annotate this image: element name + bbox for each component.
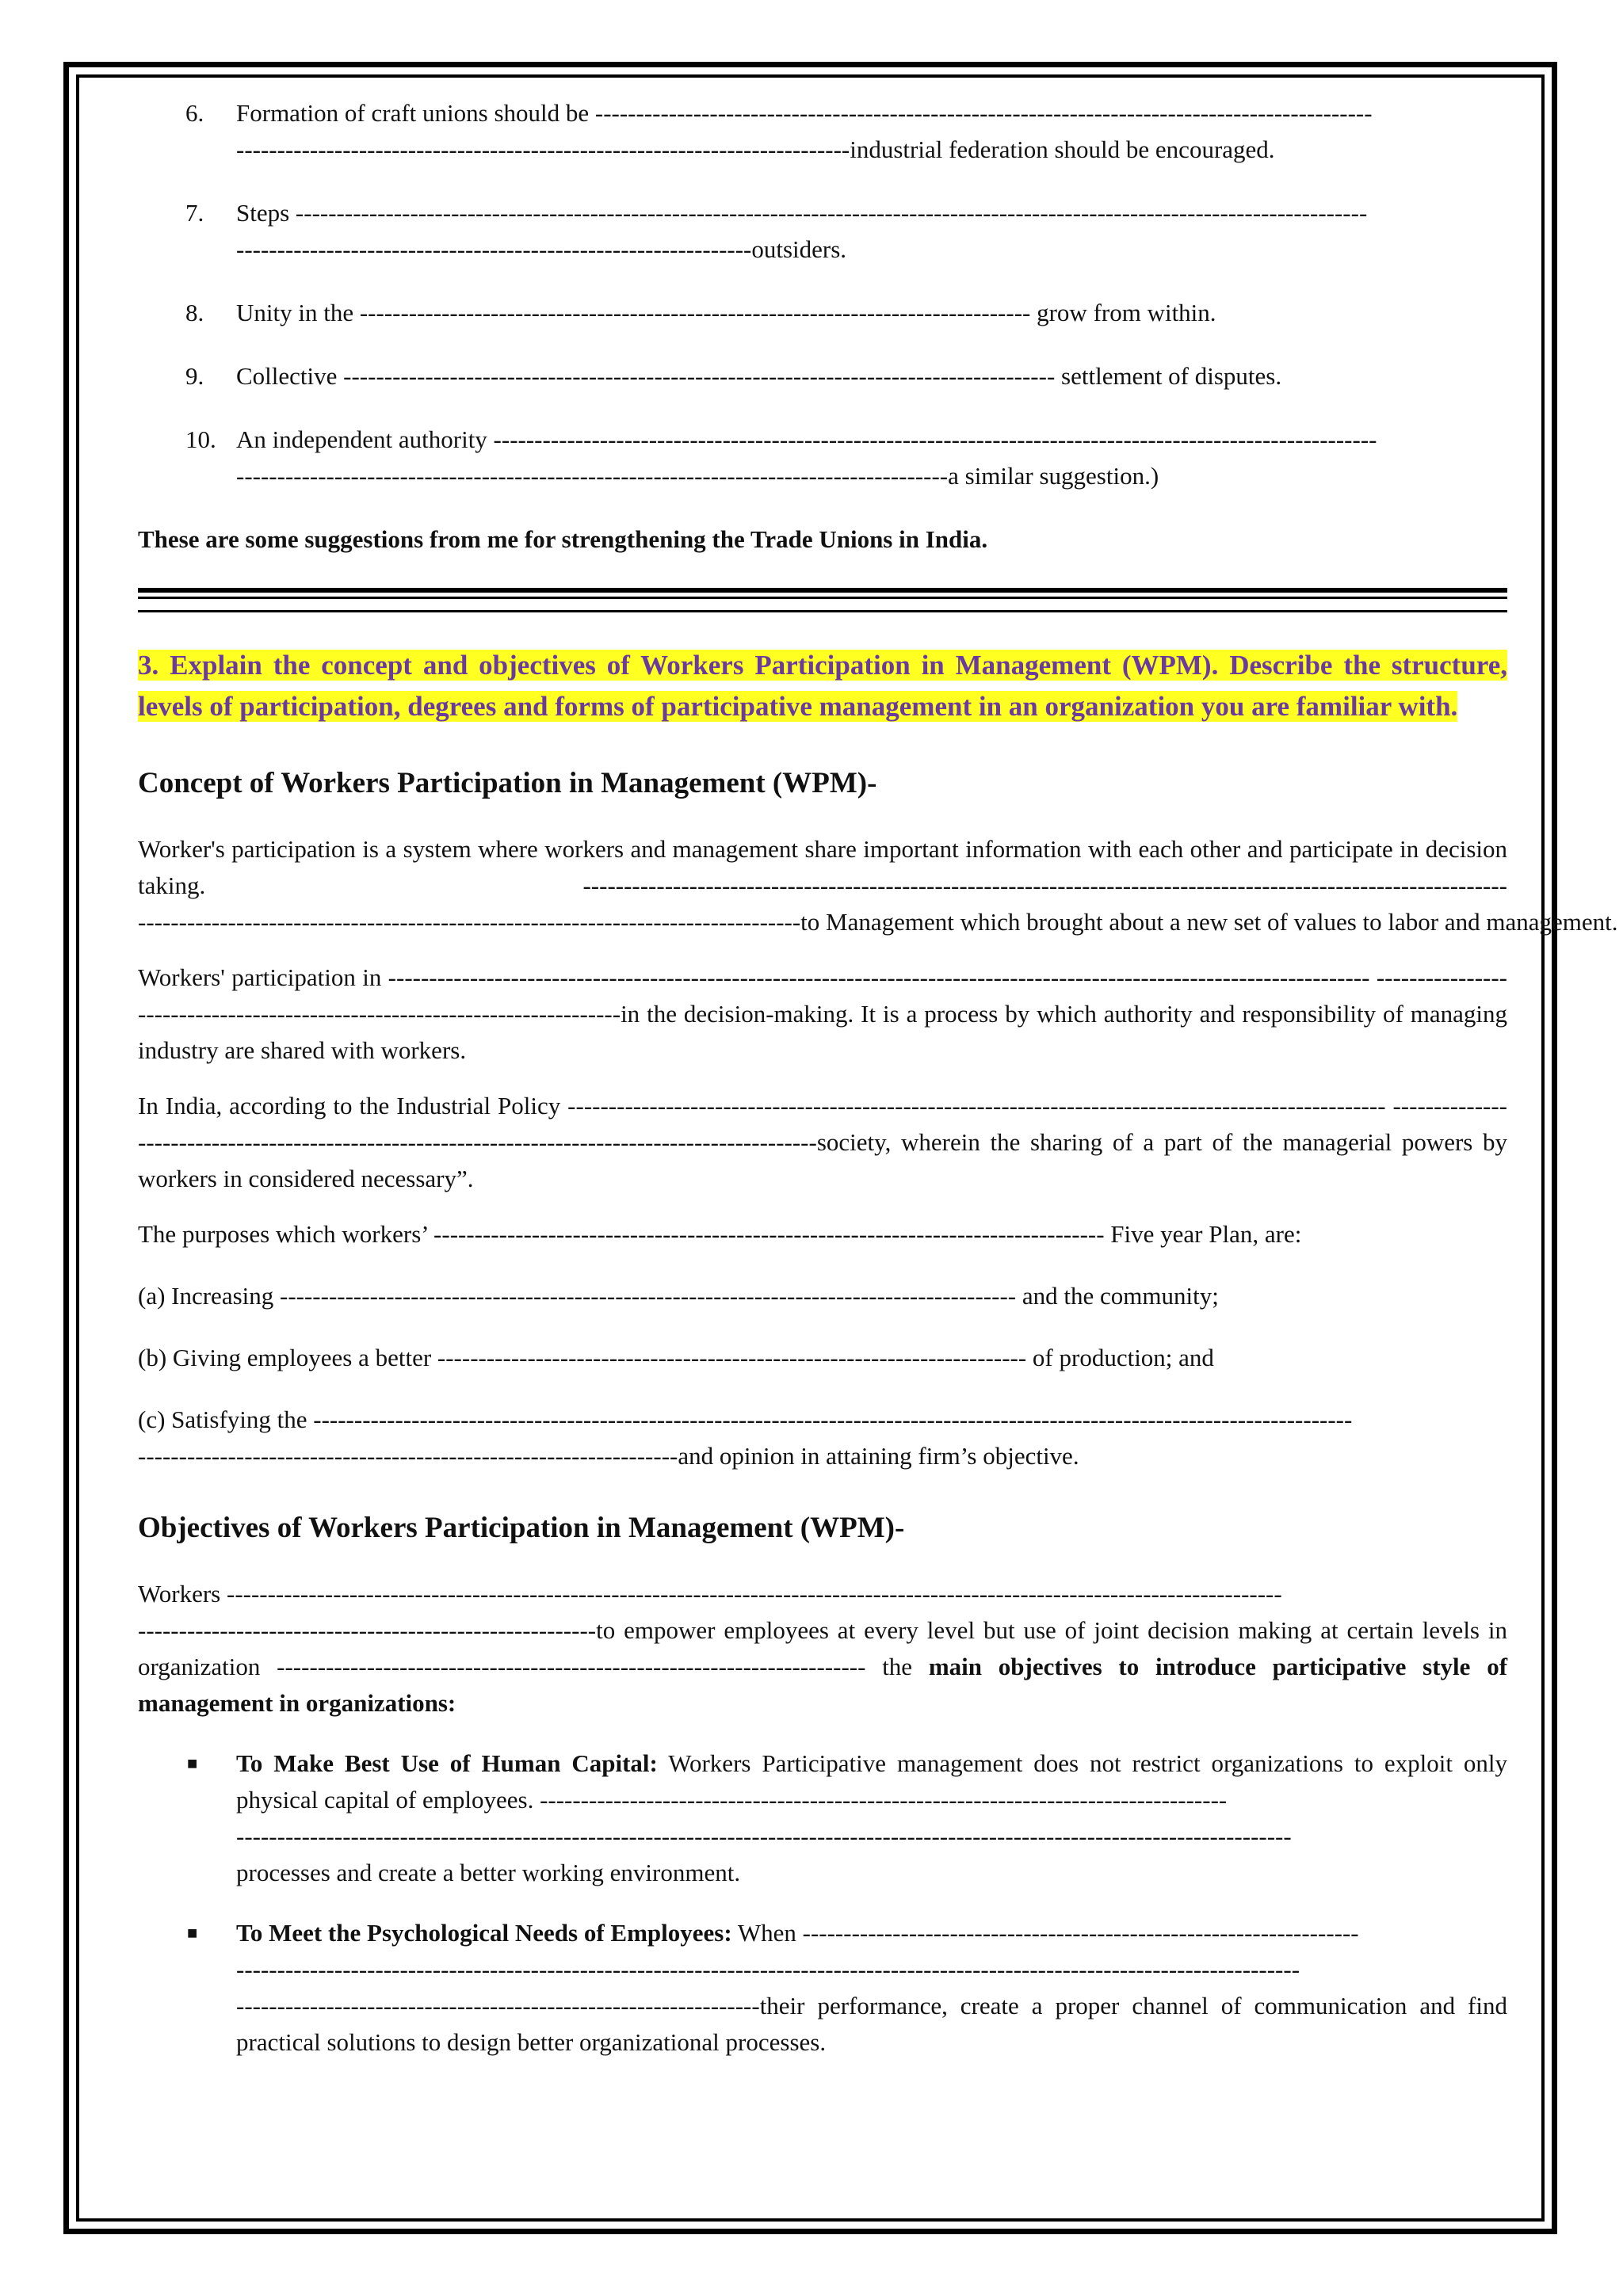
bullet-item: [138, 1915, 1507, 2061]
bullet-text-end: processes and create a better working environment.: [236, 1859, 741, 1886]
list-item: [138, 195, 1507, 268]
bullet-text-continued: ----------------------------------------------------------------------------------------------------------------------------------: [236, 1955, 1300, 1983]
list-text-continued: ---------------------------------------------------------------------------industrial federation should be encouraged.: [236, 135, 1275, 163]
purpose-item-c-continued: ------------------------------------------------------------------and opinion in attaining firm’s objective.: [138, 1442, 1079, 1470]
purposes-paragraph: The purposes which workers’ ---------------------------------------------------------------------------------- Five year Plan, are:: [138, 1220, 1302, 1248]
list-number: 8.: [185, 299, 204, 326]
concept-text-continued: ---------------------------------------------------------------------------------to Management which brought about a new set of values to labor and management.: [138, 908, 1618, 936]
concept-text-continued: -------------------------------------------------------------------------------------------------society, wherein the sharing of a part of the managerial powers by workers in considered necessary”.: [138, 1092, 1508, 1192]
bullet-title: To Meet the Psychological Needs of Employees:: [236, 1919, 732, 1947]
list-text-continued: ---------------------------------------------------------------outsiders.: [236, 235, 847, 263]
section-divider: [138, 588, 1507, 612]
list-number: 7.: [185, 199, 204, 227]
list-item: [138, 358, 1507, 395]
question-heading: 3. Explain the concept and objectives of Workers Participation in Management (WPM). Describe the structure, levels of participation, degrees and forms of participative management in an organization you are familiar with.: [138, 650, 1507, 722]
list-text: Formation of craft unions should be -----------------------------------------------------------------------------------------------: [236, 99, 1373, 127]
purpose-item-c: [138, 1402, 1507, 1474]
concept-heading: Concept of Workers Participation in Management (WPM)-: [138, 767, 877, 799]
square-bullet-icon: ■: [187, 1753, 198, 1773]
bullet-text-end: ----------------------------------------------------------------their performance, create a proper channel of communication and find practical solutions to design better organizational processes.: [236, 1992, 1507, 2056]
list-item: [138, 421, 1507, 494]
list-text: Unity in the ---------------------------------------------------------------------------------- grow from within.: [236, 299, 1216, 326]
concept-paragraph: [138, 1088, 1507, 1197]
square-bullet-icon: ■: [187, 1923, 198, 1943]
list-text-continued: ---------------------------------------------------------------------------------------a similar suggestion.): [236, 462, 1159, 490]
concept-paragraph: [138, 959, 1507, 1069]
concept-text: Workers' participation in ------------------------------------------------------------------------------------------------------------------------: [138, 963, 1370, 991]
list-number: 9.: [185, 362, 204, 390]
objectives-paragraph: [138, 1576, 1507, 1722]
bullet-text-continued: ---------------------------------------------------------------------------------------------------------------------------------: [236, 1822, 1292, 1850]
bullet-item: [138, 1745, 1507, 1891]
concept-text-continued: ---------------------------------------------------------------------------in the decision-making. It is a process by which authority and responsibility of managing industry are shared with workers.: [138, 963, 1507, 1064]
purpose-item-a: (a) Increasing ------------------------------------------------------------------------------------------ and the community;: [138, 1282, 1219, 1310]
objectives-text-bold: main objectives to introduce participative style of management in organizations:: [138, 1653, 1508, 1717]
question-block: [138, 647, 1507, 730]
purpose-item-b: (b) Giving employees a better ------------------------------------------------------------------------ of production; and: [138, 1344, 1214, 1371]
list-number: 6.: [185, 99, 204, 127]
list-text: An independent authority ------------------------------------------------------------------------------------------------------------: [236, 425, 1377, 453]
concept-paragraph: [138, 831, 1618, 940]
objectives-text: Workers ---------------------------------------------------------------------------------------------------------------------------------: [138, 1580, 1282, 1608]
bullet-text: Workers Participative management does not restrict organizations to exploit only physical capital of employees. ------------------------------------------------------------------------------------: [236, 1749, 1507, 1814]
list-number: 10.: [185, 425, 216, 453]
bullet-title: To Make Best Use of Human Capital:: [236, 1749, 658, 1777]
list-text: Collective --------------------------------------------------------------------------------------- settlement of disputes.: [236, 362, 1282, 390]
purpose-item-c-text: (c) Satisfying the -------------------------------------------------------------------------------------------------------------------------------: [138, 1405, 1353, 1433]
page-content: [138, 95, 1618, 2084]
bullet-text: When --------------------------------------------------------------------: [737, 1919, 1359, 1947]
objectives-text-continued: --------------------------------------------------------to empower employees at every level but use of joint decision making at certain levels in organization ------------------------------------------------------------------------ the: [138, 1616, 1507, 1680]
concept-text: Worker's participation is a system where workers and management share important information with each other and participate in decision taking. -----------------------------------------------------------------------------------------------------------------: [138, 835, 1507, 899]
list-item: [138, 95, 1507, 168]
concept-text: In India, according to the Industrial Policy ----------------------------------------------------------------------------------------------------: [138, 1092, 1386, 1119]
objectives-heading: Objectives of Workers Participation in Management (WPM)-: [138, 1512, 905, 1544]
closing-statement: These are some suggestions from me for strengthening the Trade Unions in India.: [138, 525, 988, 553]
list-item: [138, 295, 1507, 331]
list-text: Steps -----------------------------------------------------------------------------------------------------------------------------------: [236, 199, 1368, 227]
